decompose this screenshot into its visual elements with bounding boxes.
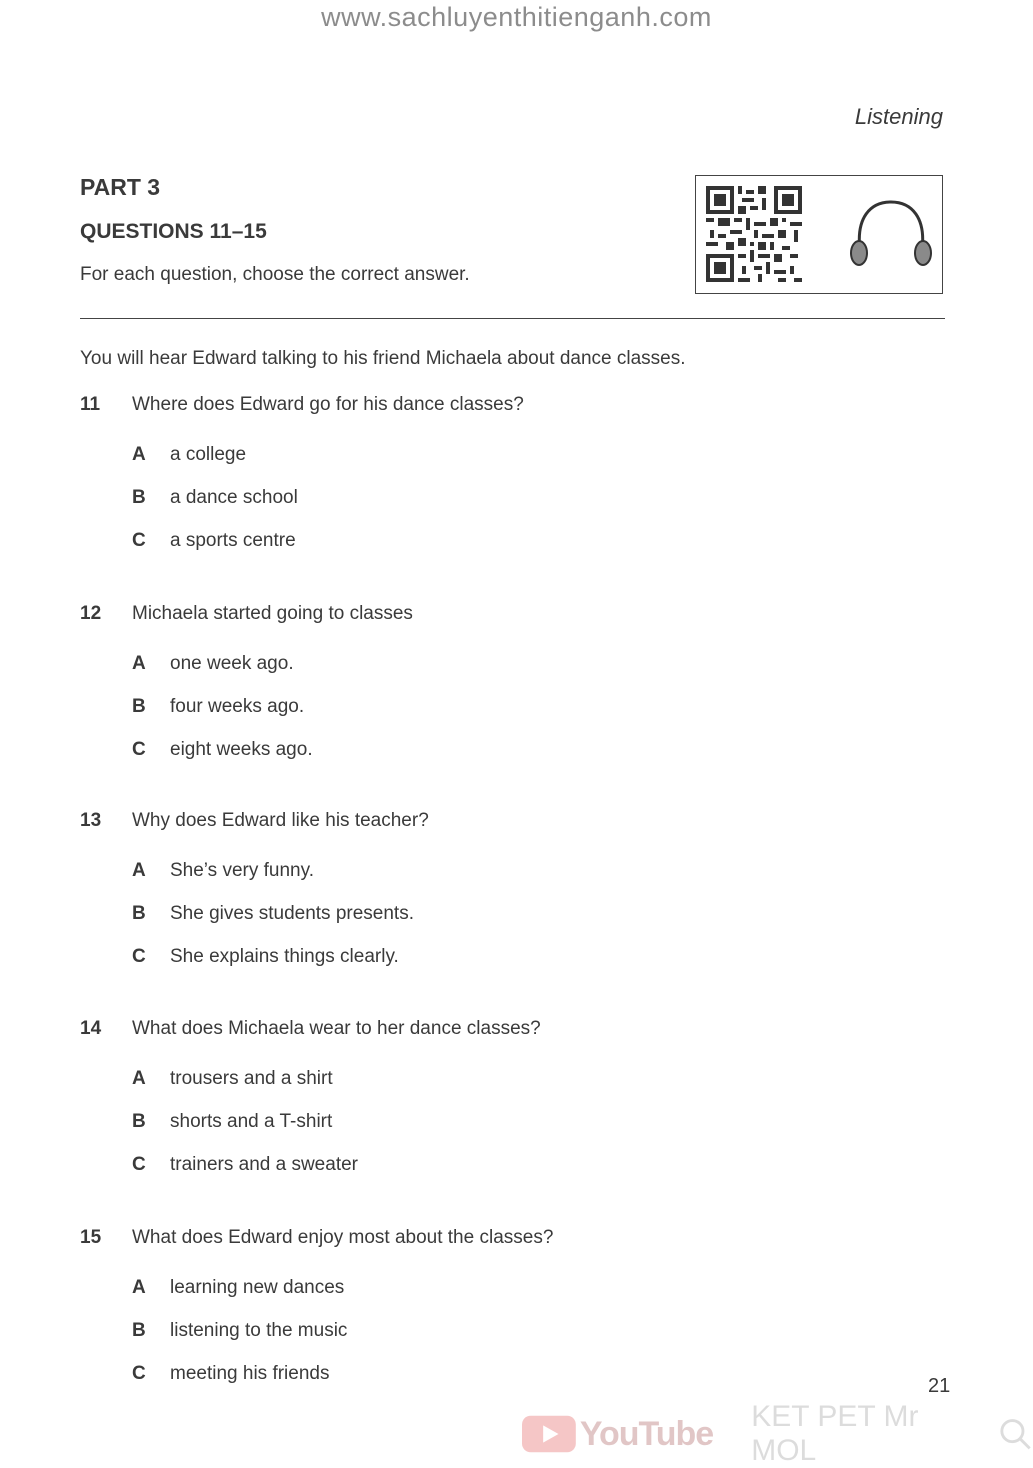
- option-a[interactable]: [132, 444, 940, 487]
- section-label: Listening: [854, 104, 943, 129]
- audio-box: [695, 175, 943, 294]
- option-text: She explains things clearly.: [170, 946, 399, 967]
- option-b[interactable]: [132, 1111, 940, 1154]
- option-text: She gives students presents.: [170, 903, 414, 924]
- question-15: [80, 1227, 940, 1406]
- question-number: 11: [80, 394, 101, 415]
- option-letter: B: [132, 696, 146, 717]
- option-text: trousers and a shirt: [170, 1068, 333, 1089]
- option-letter: A: [132, 1277, 146, 1298]
- option-a[interactable]: [132, 860, 940, 903]
- page-number: 21: [928, 1375, 951, 1397]
- question-12: [80, 603, 940, 782]
- option-letter: B: [132, 903, 146, 924]
- question-14: [80, 1018, 940, 1197]
- option-c[interactable]: [132, 1154, 940, 1197]
- youtube-wordmark: YouTube: [579, 1414, 714, 1453]
- option-c[interactable]: [132, 946, 940, 989]
- headphones-icon: [846, 198, 936, 270]
- option-text: a dance school: [170, 487, 298, 508]
- question-11: [80, 394, 940, 573]
- channel-name: KET PET Mr MOL: [751, 1400, 919, 1467]
- option-letter: B: [132, 1320, 146, 1341]
- intro-text: You will hear Edward talking to his friend Michaela about dance classes.: [80, 348, 686, 369]
- question-text: Where does Edward go for his dance classes?: [132, 394, 524, 415]
- option-text: one week ago.: [170, 653, 294, 674]
- option-text: a sports centre: [170, 530, 296, 551]
- question-number: 12: [80, 603, 102, 624]
- qr-code-icon: [706, 186, 802, 282]
- option-letter: C: [132, 530, 146, 551]
- site-watermark: www.sachluyenthitienganh.com: [321, 2, 712, 32]
- option-letter: C: [132, 946, 146, 967]
- question-text: What does Edward enjoy most about the classes?: [132, 1227, 554, 1248]
- option-text: shorts and a T-shirt: [170, 1111, 333, 1132]
- option-a[interactable]: [132, 1068, 940, 1111]
- option-text: learning new dances: [170, 1277, 345, 1298]
- option-text: listening to the music: [170, 1320, 348, 1341]
- instruction-text: For each question, choose the correct answer.: [80, 264, 470, 285]
- question-text: Why does Edward like his teacher?: [132, 810, 429, 831]
- option-letter: A: [132, 653, 146, 674]
- part-title: PART 3: [80, 174, 161, 200]
- option-letter: C: [132, 1363, 146, 1384]
- option-b[interactable]: [132, 487, 940, 530]
- divider: [80, 318, 945, 319]
- option-letter: A: [132, 1068, 146, 1089]
- option-text: She’s very funny.: [170, 860, 314, 881]
- option-text: a college: [170, 444, 247, 465]
- option-b[interactable]: [132, 903, 940, 946]
- option-letter: B: [132, 487, 146, 508]
- option-a[interactable]: [132, 653, 940, 696]
- option-letter: C: [132, 739, 146, 760]
- option-text: four weeks ago.: [170, 696, 305, 717]
- questions-title: QUESTIONS 11–15: [80, 220, 267, 243]
- question-number: 15: [80, 1227, 102, 1248]
- option-letter: C: [132, 1154, 146, 1175]
- question-13: [80, 810, 940, 989]
- youtube-watermark: [522, 1400, 1033, 1467]
- option-c[interactable]: [132, 530, 940, 573]
- question-text: Michaela started going to classes: [132, 603, 413, 624]
- question-text: What does Michaela wear to her dance classes?: [132, 1018, 541, 1039]
- option-letter: A: [132, 860, 146, 881]
- option-c[interactable]: [132, 739, 940, 782]
- option-letter: A: [132, 444, 146, 465]
- youtube-play-icon: [522, 1415, 576, 1453]
- question-number: 14: [80, 1018, 102, 1039]
- question-number: 13: [80, 810, 102, 831]
- option-text: eight weeks ago.: [170, 739, 313, 760]
- option-text: meeting his friends: [170, 1363, 330, 1384]
- option-letter: B: [132, 1111, 146, 1132]
- option-text: trainers and a sweater: [170, 1154, 358, 1175]
- option-b[interactable]: [132, 696, 940, 739]
- search-icon: [998, 1416, 1033, 1452]
- option-b[interactable]: [132, 1320, 940, 1363]
- option-a[interactable]: [132, 1277, 940, 1320]
